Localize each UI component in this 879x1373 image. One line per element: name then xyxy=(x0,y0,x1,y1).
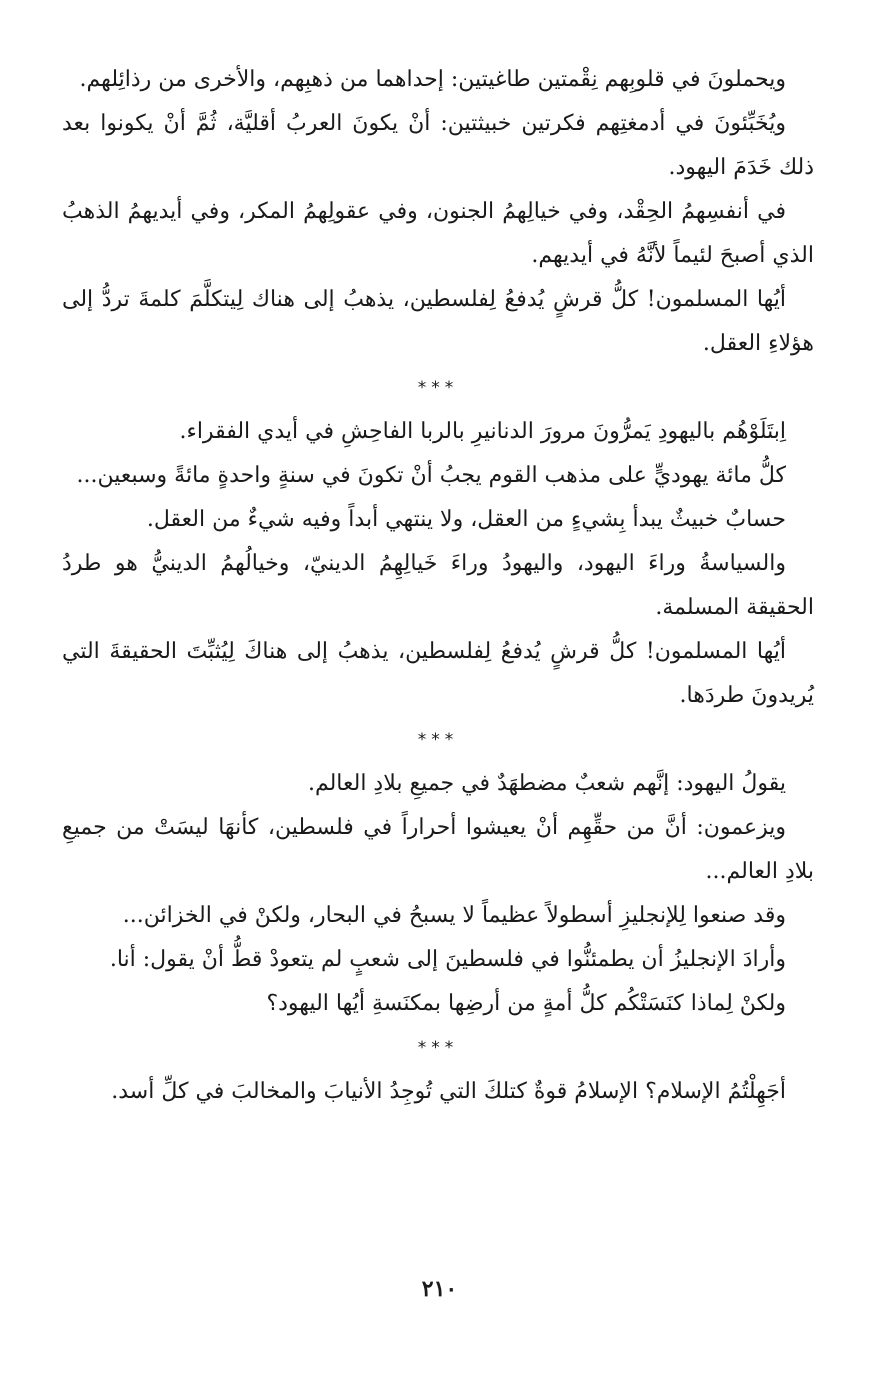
paragraph: والسياسةُ وراءَ اليهود، واليهودُ وراءَ خَيالِهِمُ الدينيّ، وخيالُهمُ الدينيُّ هو طردُ الحقيقة المسلمة. xyxy=(62,551,814,620)
section-separator: *** xyxy=(417,730,459,750)
paragraph: وقد صنعوا لِلإنجليزِ أسطولاً عظيماً لا يسبحُ في البحار، ولكنْ في الخزائن... xyxy=(122,903,786,928)
paragraph: يقولُ اليهود: إنَّهم شعبٌ مضطهَدٌ في جميعِ بلادِ العالم. xyxy=(307,771,786,796)
paragraph: كلُّ مائة يهوديٍّ على مذهب القوم يجبُ أنْ تكونَ في سنةٍ واحدةٍ مائةً وسبعين... xyxy=(76,463,786,488)
paragraph: أيُها المسلمون! كلُّ قرشٍ يُدفعُ لِفلسطين، يذهبُ إلى هناكَ لِيُثبِّتَ الحقيقةَ التي يُريدونَ طردَها. xyxy=(62,639,814,708)
paragraph: ولكنْ لِماذا كنَسَتْكُم كلُّ أمةٍ من أرضِها بمكنَسةِ أيُها اليهود؟ xyxy=(266,991,786,1016)
paragraph: ويزعمون: أنَّ من حقِّهِم أنْ يعيشوا أحراراً في فلسطين، كأنهَا ليسَتْ من جميعِ بلادِ العالم... xyxy=(62,815,814,884)
page-number: ٢١٠ xyxy=(421,1276,458,1302)
paragraph: أيُها المسلمون! كلُّ قرشٍ يُدفعُ لِفلسطين، يذهبُ إلى هناك لِيتكلَّمَ كلمةَ تردُّ إلى هؤلاءِ العقل. xyxy=(62,287,814,356)
paragraph: اِبتَلَوْهُم باليهودِ يَمرُّونَ مرورَ الدنانيرِ بالربا الفاحِشِ في أيدي الفقراء. xyxy=(179,419,786,444)
page-text xyxy=(62,58,814,1114)
paragraph: حسابٌ خبيثٌ يبدأ بِشيءٍ من العقل، ولا ينتهي أبداً وفيه شيءٌ من العقل. xyxy=(146,507,786,532)
paragraph: وأرادَ الإنجليزُ أن يطمئنُّوا في فلسطينَ إلى شعبٍ لم يتعودْ قطُّ أنْ يقول: أنا. xyxy=(109,947,786,972)
paragraph: في أنفسِهمُ الحِقْد، وفي خيالِهمُ الجنون، وفي عقولِهمُ المكر، وفي أيديهمُ الذهبُ الذي أصبحَ لئيماً لأنَّهُ في أيديهم. xyxy=(62,199,814,268)
paragraph: ويُخَبِّئونَ في أدمغتِهم فكرتين خبيثتين: أنْ يكونَ العربُ أقليَّة، ثُمَّ أنْ يكونوا بعد ذلك خَدَمَ اليهود. xyxy=(62,111,814,180)
section-separator: *** xyxy=(417,378,459,398)
paragraph: ويحملونَ في قلوبِهم نِقْمتين طاغيتين: إحداهما من ذهبِهم، والأخرى من رذائِلهم. xyxy=(79,67,786,92)
paragraph: أجَهِلْتُمُ الإسلام؟ الإسلامُ قوةٌ كتلكَ التي تُوجِدُ الأنيابَ والمخالبَ في كلِّ أسد. xyxy=(111,1079,786,1104)
section-separator: *** xyxy=(417,1038,459,1058)
